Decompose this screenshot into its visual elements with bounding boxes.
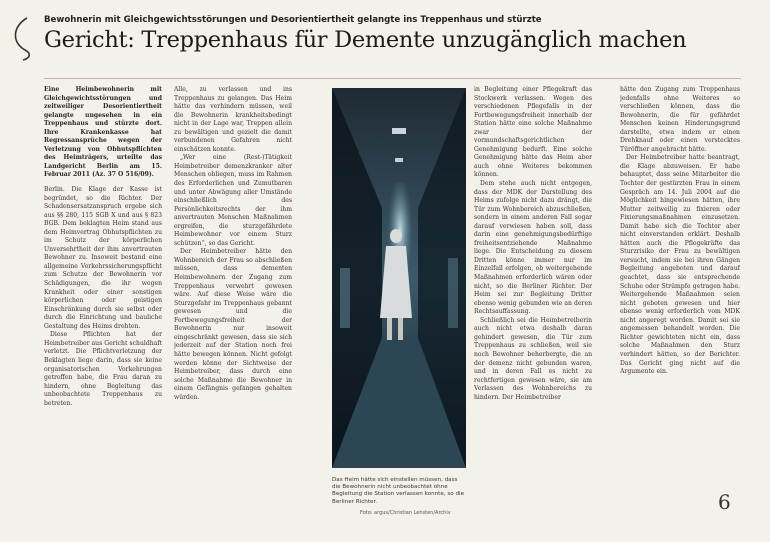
column-3-body: in Begleitung einer Pflegekraft das Stockwerk verlassen. Wegen des verschiedenen Pflegefalls in der Fortbewegungsfreiheit innerhalb der Station hätte eine solche Maßnahme zwar der vormundschaftsgerichtlichen Genehmigung bedurft. Eine solche Genehmigung hätte das Heim aber auch ohne Weiteres bekommen können.	[474, 86, 592, 179]
column-2-body-2: „Wer eine (Rest-)Tätigkeit Heimbetreiber demenzkranker alter Menschen obliegen, muss im Rahmen des Erforderlichen und Zumutbaren und unter Abwägung aller Umstände einschließlich des Persönlichkeitsrechts der ihm anvertrauten Menschen Maßnahmen ergreifen, die sturzgefährdete Heimbewohner vor einem Sturz schützen“, so das Gericht.	[174, 154, 292, 247]
divider	[44, 78, 741, 79]
article-kicker: Bewohnerin mit Gleichgewichtsstörungen und Desorientiertheit gelangte ins Treppenhaus und stürzte	[44, 15, 542, 25]
hallway-photo	[332, 88, 466, 468]
article-headline: Gericht: Treppenhaus für Demente unzugänglich machen	[44, 27, 687, 53]
photo-caption: Das Heim hätte sich einstellen müssen, dass die Bewohnerin nicht unbeobachtet ohne Begleitung die Station verlassen konnte, so die Berliner Richter.	[332, 477, 465, 505]
column-3-body-2: Dem stehe auch nicht entgegen, dass der MDK der Darstellung des Heims zufolge nicht dazu drängt, die Tür zum Wohnbereich abzuschließen, sondern in einem anderen Fall sogar darauf verwiesen haben soll, dass darin eine genehmigungsbedürftige freiheitsentziehende Maßnahme liege. Die Entscheidung zu diesem Dritten könne immer nur im Einzelfall erfolgen, ob weitergehende Maßnahmen erforderlich wären oder nicht, so die Berliner Richter. Der Heim sei zur Begleitung Dritter ebenso wenig gebunden wie an deren Rechtsauffassung.	[474, 180, 592, 316]
column-1-body: Berlin. Die Klage der Kasse ist begründet, so die Richter. Der Schadensersatzanspruch ergebe sich aus §§ 280, 115 SGB X und aus § 823 BGB. Dem beklagten Heim stand aus dem Heimvertrag Obhutspflichten zu im Schutz der körperlichen Unversehrtheit der ihm anvertrauten Bewohner zu. Insoweit bestand eine allgemeine Verkehrssicherungspflicht zum Schutze der Bewohnerin vor Schädigungen, die ihr wegen Krankheit oder einer sonstigen körperlichen oder geistigen Einschränkung durch sie selbst oder durch die Einrichtung und bauliche Gestaltung des Heims drohten.	[44, 186, 162, 330]
column-2-body-3: Der Heimbetreiber hätte den Wohnbereich der Frau so abschließen müssen, dass dementen Heimbewohnern der Zugang zum Treppenhaus verwehrt gewesen wäre. Auf diese Weise wäre die Sturzgefahr im Treppenhaus gebannt gewesen und die Fortbewegungsfreiheit der Bewohnerin nur insoweit eingeschränkt gewesen, dass sie sich jederzeit auf der Station noch frei hätte bewegen können. Nicht gefolgt werden könne der Sichtweise der Heimbetreiber, dass durch eine solche Maßnahme die Bewohner in einem Gefängnis gefangen gehalten würden.	[174, 248, 292, 401]
column-1-body-2: Diese Pflichten hat der Heimbetreiber aus Gericht schuldhaft verletzt. Die Pflichtverletzung der Beklagten liege darin, dass sie keine organisatorischen Vorkehrungen getroffen habe, die Frau daran zu hindern, ohne Begleitung das unbeobachtete Treppenhaus zu betreten.	[44, 331, 162, 407]
column-4-body: hätte den Zugang zum Treppenhaus jedenfalls ohne Weiteres so verschließen können, dass die Bewohnerin, die für gefährdet Menschen keinen Hinderungsgrund darstellte, etwa indem er einen Drehknauf oder einen verstecktes Türöffner angebracht hätte.	[620, 86, 740, 153]
text-column-4	[620, 86, 740, 526]
text-column-1	[44, 86, 162, 526]
text-column-3	[474, 86, 592, 526]
article-lead: Eine Heimbewohnerin mit Gleichgewichtsstörungen und zeitweiliger Desorientiertheit gelangte ungesehen in ein Treppenhaus und stürzte dort. Ihre Krankenkasse hat Regressansprüche wegen der Verletzung von Obhutspflichten des Heimträgers, urteilte das Landgericht Berlin am 15. Februar 2011 (Az. 37 O 516/09).	[44, 86, 162, 179]
column-2-body: Alle, zu verlassen und ins Treppenhaus zu gelangen. Das Heim hätte das verhindern müssen, weil die Bewohnerin krankheitsbedingt nicht in der Lage war, Treppen allein zu bewältigen und gezielt die damit verbundenen Gefahren nicht einschätzen konnte.	[174, 86, 292, 153]
column-3-body-3: Schließlich sei die Heimbetreiberin auch nicht etwa deshalb daran gehindert gewesen, die Tür zum Treppenhaus zu schließen, weil sie noch Bewohner beherbergte, die an der demenz nicht gebunden waren, und in deren Fall es nicht zu rechtfertigen gewesen wäre, sie am Verlassen des Wohnbereichs zu hindern. Der Heimbetreiber	[474, 316, 592, 401]
photo-credit: Foto: argus/Christian Lehsten/Archiv	[360, 510, 451, 516]
page-number: 6	[718, 490, 731, 514]
decorative-hook	[5, 16, 39, 62]
column-4-body-2: Der Heimbetreiber hatte beantragt, die Klage abzuweisen. Er habe behauptet, dass seine Mitarbeiter die Tochter der gestürzten Frau in einem Gespräch am 14. Juli 2004 auf die Möglichkeit hingewiesen hätten, ihre Mutter zeitweilig zu fixieren oder Fixierungsmaßnahmen einzusetzen. Damit habe sich die Tochter aber nicht einverstanden erklärt. Deshalb hätten auch die Pflegekräfte das Sturzrisiko der Frau zu bewältigen versucht, indem sie bei ihren Gängen Begleitung angeboten und darauf geachtet, dass sie entsprechende Schuhe oder Strümpfe getragen habe. Weitergehende Maßnahmen seien nicht geboten gewesen und hier ebenso wenig erforderlich vom MDK nicht angeregt worden. Damit sei sie angemessen behandelt worden. Die Richter gewichteten nicht ein, dass solche Maßnahmen den Sturz verhindert hätten, so der Berichter. Das Gericht ging nicht auf die Argumente ein.	[620, 154, 740, 376]
text-column-2	[174, 86, 292, 526]
